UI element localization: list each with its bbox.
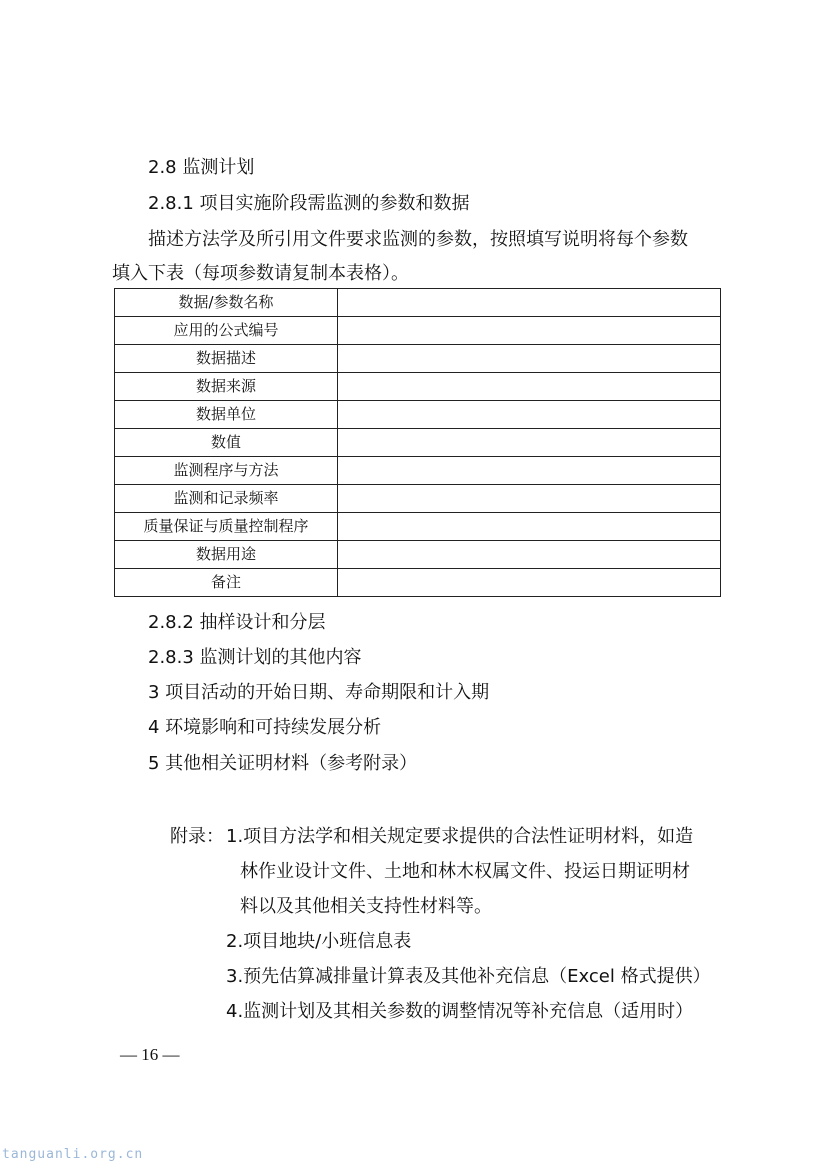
parameter-table [114,288,721,597]
section-4-heading: 4 环境影响和可持续发展分析 [148,717,382,738]
page-number: — 16 — [120,1045,180,1064]
row-label: 数据用途 [115,541,338,569]
row-value-cell [338,373,721,401]
row-label: 监测程序与方法 [115,457,338,485]
table-row [115,429,721,457]
row-label: 数据描述 [115,345,338,373]
table-row [115,345,721,373]
row-label: 监测和记录频率 [115,485,338,513]
row-value-cell [338,401,721,429]
row-value-cell [338,513,721,541]
section-3-heading: 3 项目活动的开始日期、寿命期限和计入期 [148,682,490,703]
row-value-cell [338,317,721,345]
section-2-8-3-heading: 2.8.3 监测计划的其他内容 [148,647,362,668]
row-label: 质量保证与质量控制程序 [115,513,338,541]
appendix-item-4: 4.监测计划及其相关参数的调整情况等补充信息（适用时） [226,1001,694,1022]
watermark: tanguanli.org.cn [2,1147,144,1162]
row-value-cell [338,569,721,597]
appendix-item-1-line1: 1.项目方法学和相关规定要求提供的合法性证明材料，如造 [226,826,694,847]
table-row [115,541,721,569]
row-value-cell [338,429,721,457]
table-row [115,457,721,485]
table-row [115,289,721,317]
table-row [115,513,721,541]
table-row [115,485,721,513]
appendix-label: 附录： [170,826,224,847]
row-value-cell [338,457,721,485]
intro-text-line2: 填入下表（每项参数请复制本表格）。 [112,263,409,284]
table-row [115,373,721,401]
row-label: 应用的公式编号 [115,317,338,345]
row-label: 备注 [115,569,338,597]
row-label: 数据/参数名称 [115,289,338,317]
appendix-item-2: 2.项目地块/小班信息表 [226,931,412,952]
appendix-item-1-line2: 林作业设计文件、土地和林木权属文件、投运日期证明材 [240,861,690,882]
table-row [115,317,721,345]
row-value-cell [338,289,721,317]
intro-text-line1: 描述方法学及所引用文件要求监测的参数，按照填写说明将每个参数 [148,229,688,250]
section-2-8-1-heading: 2.8.1 项目实施阶段需监测的参数和数据 [148,193,470,214]
row-value-cell [338,345,721,373]
section-5-heading: 5 其他相关证明材料（参考附录） [148,753,418,774]
appendix-item-3: 3.预先估算减排量计算表及其他补充信息（Excel 格式提供） [226,966,711,987]
row-value-cell [338,485,721,513]
section-2-8-2-heading: 2.8.2 抽样设计和分层 [148,612,326,633]
section-2-8-heading: 2.8 监测计划 [148,157,255,178]
row-label: 数据单位 [115,401,338,429]
table-row [115,569,721,597]
row-label: 数值 [115,429,338,457]
row-label: 数据来源 [115,373,338,401]
row-value-cell [338,541,721,569]
table-row [115,401,721,429]
appendix-item-1-line3: 料以及其他相关支持性材料等。 [240,896,492,917]
